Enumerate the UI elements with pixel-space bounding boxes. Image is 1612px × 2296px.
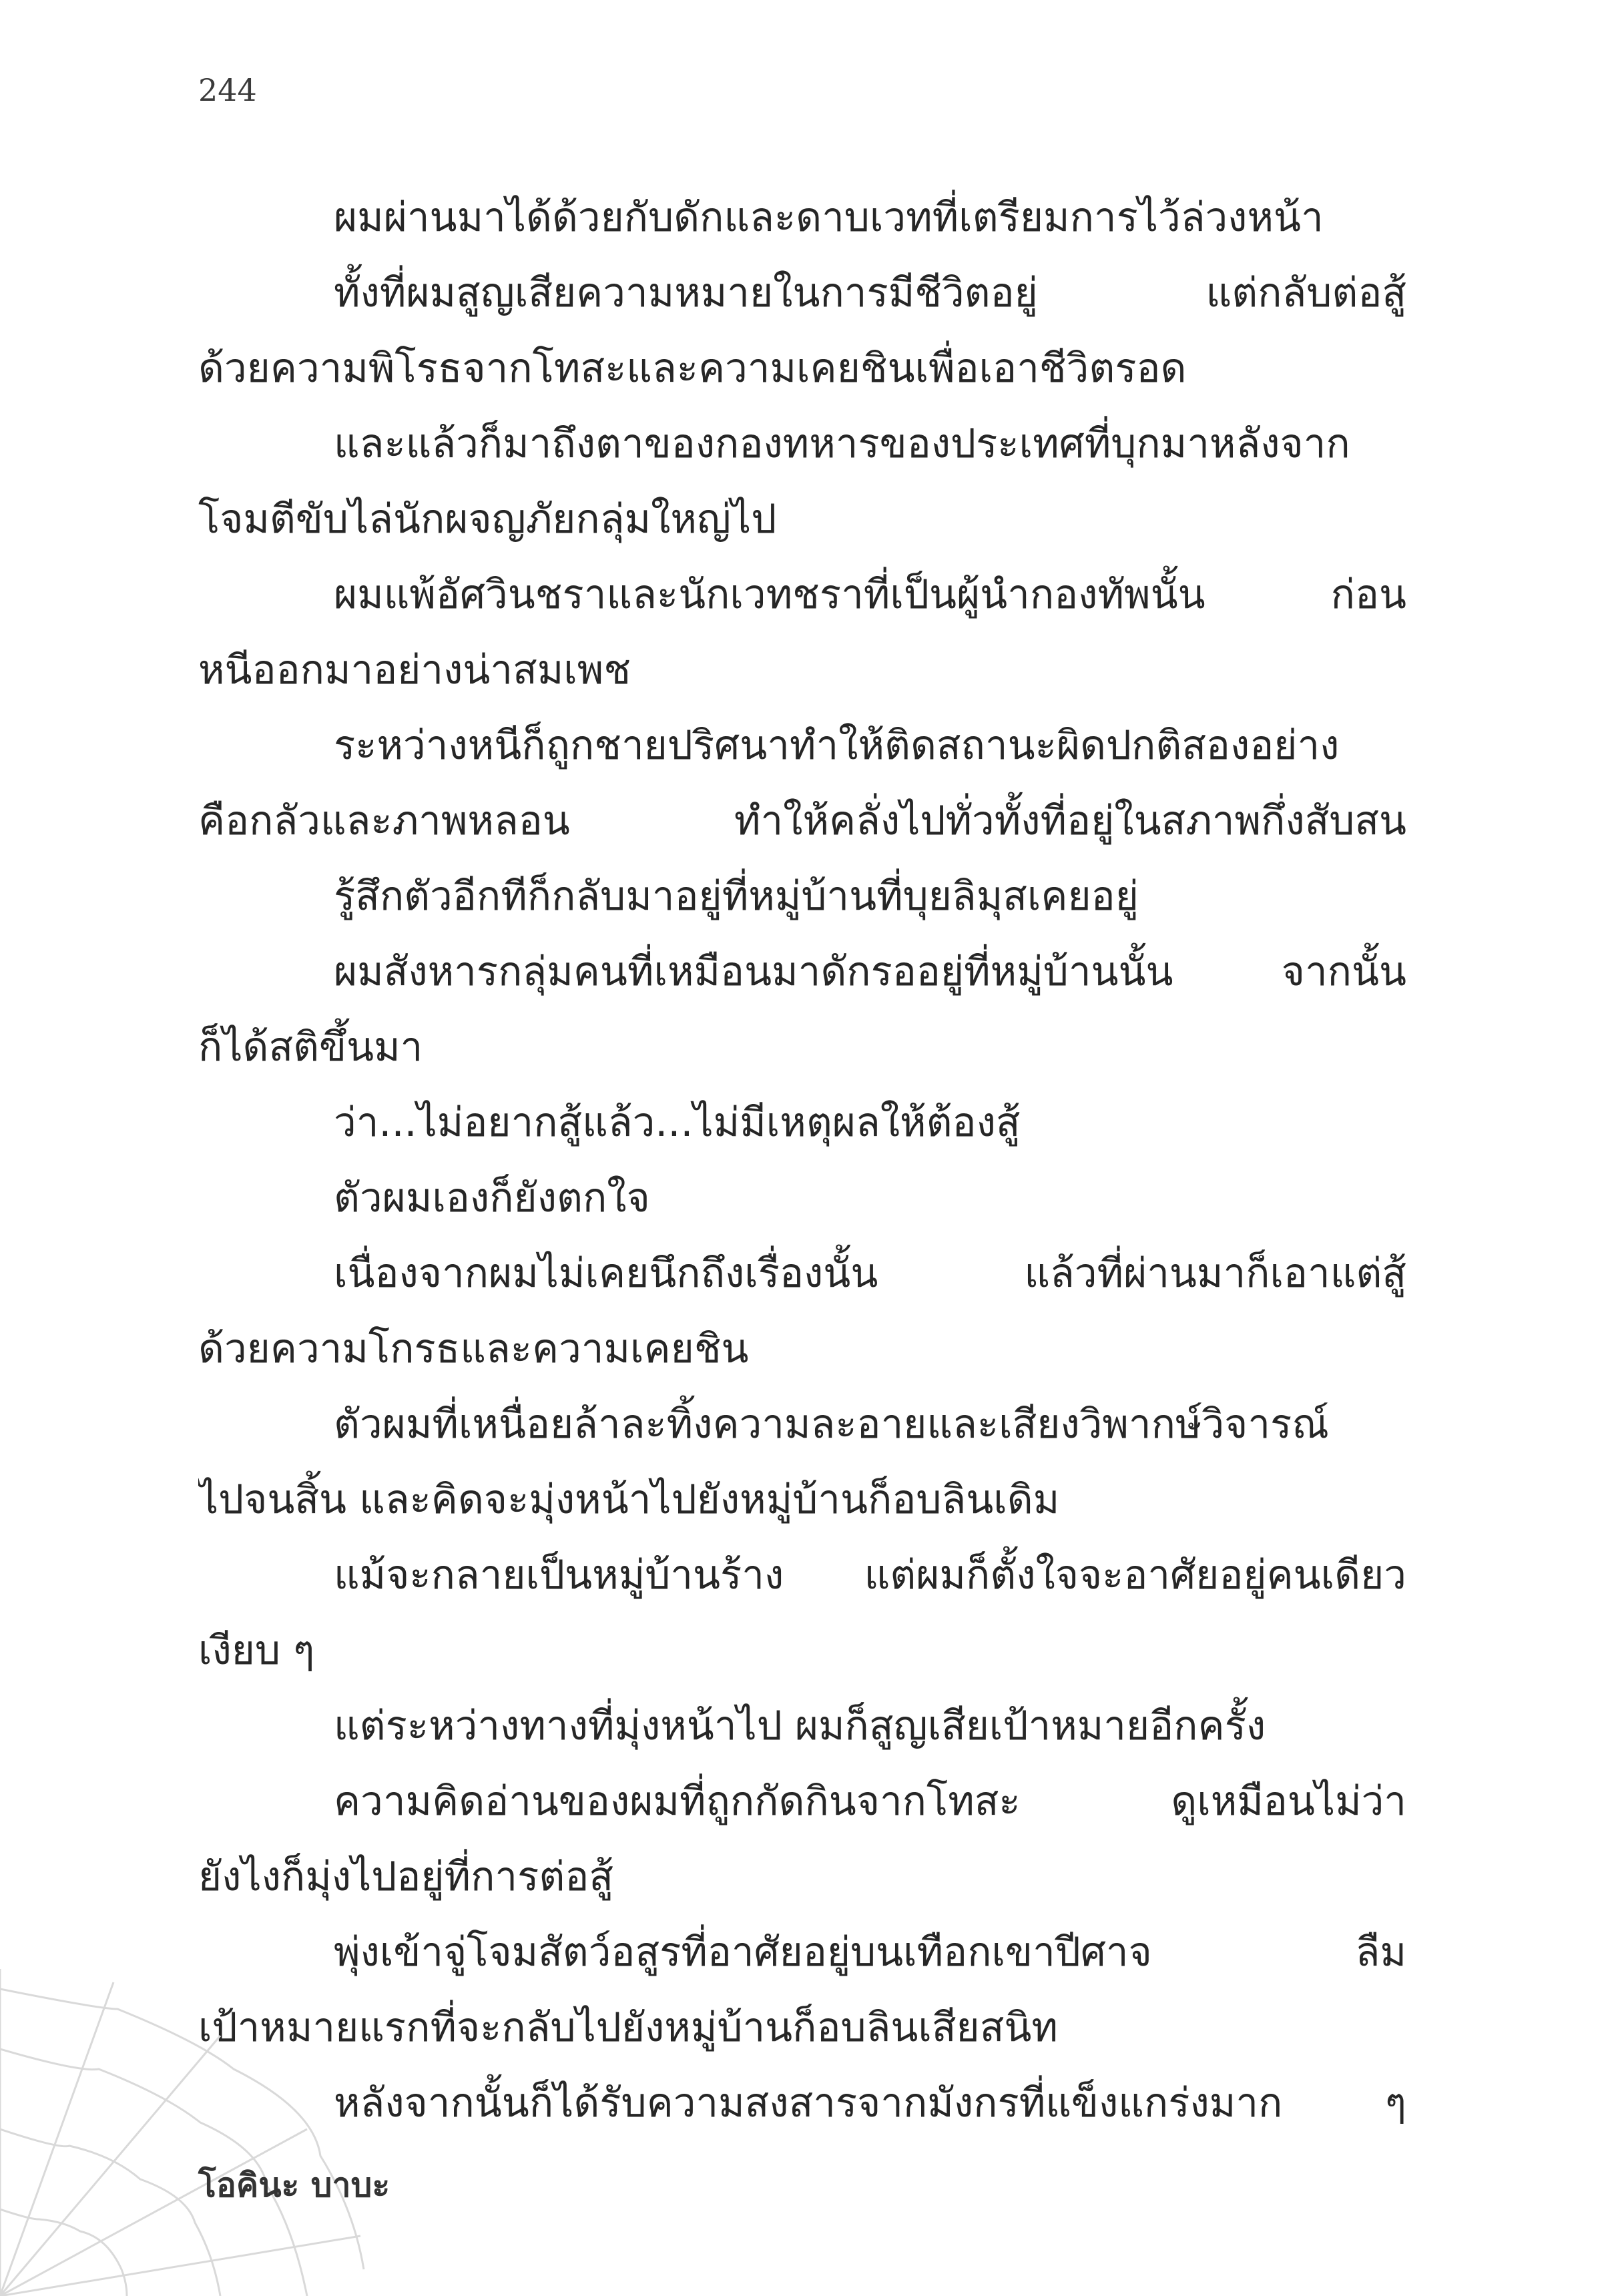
- text-body: [198, 180, 1406, 2141]
- text-line: โจมตีขับไล่นักผจญภัยกลุ่มใหญ่ไป: [198, 496, 777, 543]
- text-line: รู้สึกตัวอีกทีก็กลับมาอยู่ที่หมู่บ้านที่บุยลิมุสเคยอยู่: [334, 873, 1139, 920]
- text-line: ทั้งที่ผมสูญเสียความหมายในการมีชีวิตอยู่ แต่กลับต่อสู้: [334, 270, 1406, 316]
- text-line: หนีออกมาอย่างน่าสมเพช: [198, 647, 631, 693]
- text-line: และแล้วก็มาถึงตาของกองทหารของประเทศที่บุกมาหลังจาก: [334, 420, 1350, 467]
- text-line: พุ่งเข้าจู่โจมสัตว์อสูรที่อาศัยอยู่บนเทือกเขาปีศาจ ลืม: [334, 1929, 1406, 1976]
- text-line: แต่ระหว่างทางที่มุ่งหน้าไป ผมก็สูญเสียเป้าหมายอีกครั้ง: [334, 1703, 1266, 1749]
- text-line: ตัวผมเองก็ยังตกใจ: [334, 1175, 650, 1221]
- text-line: ว่า...ไม่อยากสู้แล้ว...ไม่มีเหตุผลให้ต้องสู้: [334, 1099, 1021, 1146]
- footer-author: โอคินะ บาบะ: [198, 2166, 390, 2205]
- text-line: เป้าหมายแรกที่จะกลับไปยังหมู่บ้านก็อบลินเสียสนิท: [198, 2004, 1058, 2051]
- text-line: ไปจนสิ้น และคิดจะมุ่งหน้าไปยังหมู่บ้านก็อบลินเดิม: [198, 1476, 1060, 1523]
- text-line: ผมแพ้อัศวินชราและนักเวทชราที่เป็นผู้นำกองทัพนั้น ก่อน: [334, 571, 1406, 618]
- text-line: เนื่องจากผมไม่เคยนึกถึงเรื่องนั้น แล้วที่ผ่านมาก็เอาแต่สู้: [334, 1250, 1406, 1297]
- text-line: ด้วยความพิโรธจากโทสะและความเคยชินเพื่อเอาชีวิตรอด: [198, 345, 1187, 392]
- text-line: หลังจากนั้นก็ได้รับความสงสารจากมังกรที่แข็งแกร่งมาก ๆ: [334, 2080, 1406, 2126]
- page-number: 244: [198, 72, 257, 108]
- text-line: คือกลัวและภาพหลอน ทำให้คลั่งไปทั่วทั้งที่อยู่ในสภาพกึ่งสับสน: [198, 798, 1406, 844]
- text-line: แม้จะกลายเป็นหมู่บ้านร้าง แต่ผมก็ตั้งใจจะอาศัยอยู่คนเดียว: [334, 1552, 1406, 1599]
- text-line: ตัวผมที่เหนื่อยล้าละทิ้งความละอายและเสียงวิพากษ์วิจารณ์: [334, 1401, 1329, 1448]
- text-line: เงียบ ๆ: [198, 1627, 315, 1674]
- text-line: ความคิดอ่านของผมที่ถูกกัดกินจากโทสะ ดูเหมือนไม่ว่า: [334, 1778, 1406, 1825]
- text-line: ระหว่างหนีก็ถูกชายปริศนาทำให้ติดสถานะผิดปกติสองอย่าง: [334, 722, 1340, 769]
- spiderweb-decoration: [0, 1956, 374, 2296]
- text-line: ผมสังหารกลุ่มคนที่เหมือนมาดักรออยู่ที่หมู่บ้านนั้น จากนั้น: [334, 948, 1406, 995]
- text-line: ด้วยความโกรธและความเคยชิน: [198, 1326, 749, 1372]
- text-line: ยังไงก็มุ่งไปอยู่ที่การต่อสู้: [198, 1853, 613, 1900]
- text-line: ก็ได้สติขึ้นมา: [198, 1024, 423, 1071]
- text-line: ผมผ่านมาได้ด้วยกับดักและดาบเวทที่เตรียมการไว้ล่วงหน้า: [334, 194, 1324, 241]
